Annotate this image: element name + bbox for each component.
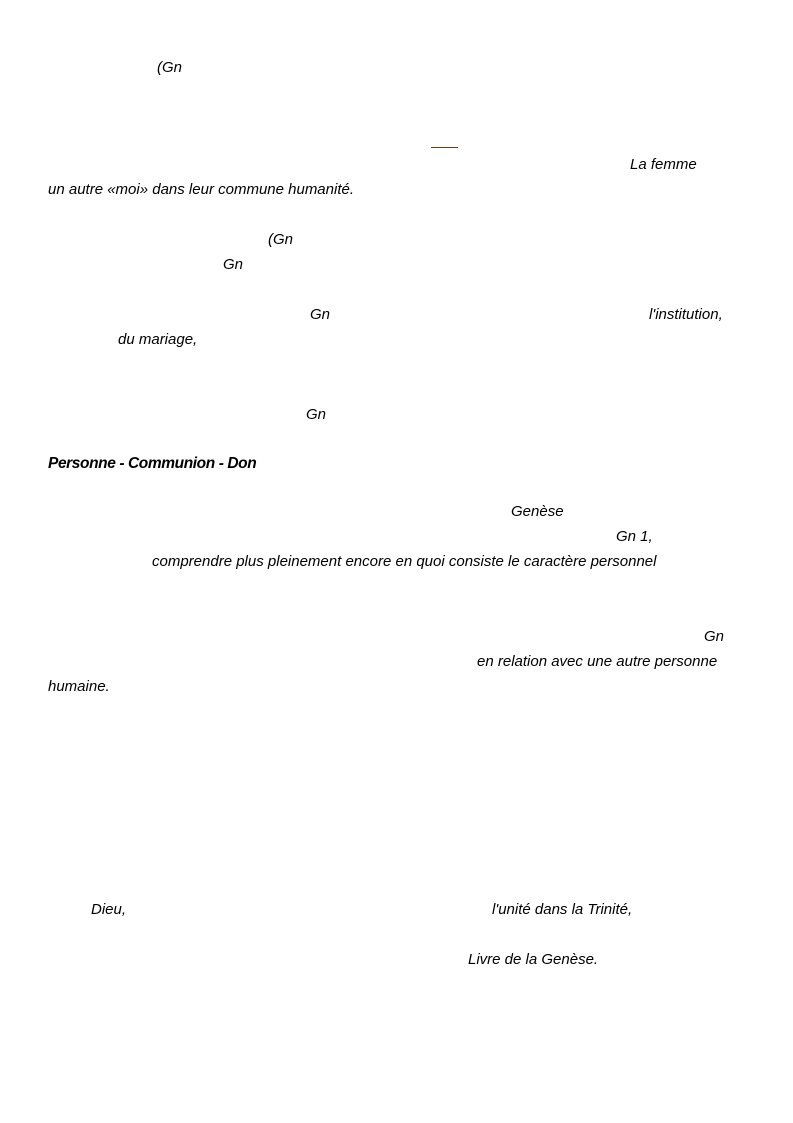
text-fragment: Livre de la Genèse. xyxy=(468,951,599,968)
text-fragment: du mariage, xyxy=(118,331,198,348)
text-fragment: Gn xyxy=(223,256,244,273)
section-heading: Personne - Communion - Don xyxy=(48,455,257,472)
text-fragment: en relation avec une autre personne xyxy=(477,653,718,670)
text-fragment: comprendre plus pleinement encore en quoi consiste le caractère personnel xyxy=(152,553,657,570)
text-fragment: Gn xyxy=(704,628,725,645)
text-fragment: un autre «moi» dans leur commune humanité. xyxy=(48,181,355,198)
text-fragment: Genèse xyxy=(511,503,564,520)
text-fragment: humaine. xyxy=(48,678,110,695)
text-fragment: l'unité dans la Trinité, xyxy=(492,901,633,918)
text-fragment: Dieu, xyxy=(91,901,127,918)
text-fragment: Gn xyxy=(310,306,331,323)
text-fragment: (Gn xyxy=(157,59,183,76)
text-fragment: La femme xyxy=(630,156,697,173)
text-fragment: (Gn xyxy=(268,231,294,248)
text-fragment: Gn 1, xyxy=(616,528,653,545)
text-fragment: l'institution, xyxy=(649,306,723,323)
text-fragment: Gn xyxy=(306,406,327,423)
footnote-marker-line xyxy=(431,147,458,148)
